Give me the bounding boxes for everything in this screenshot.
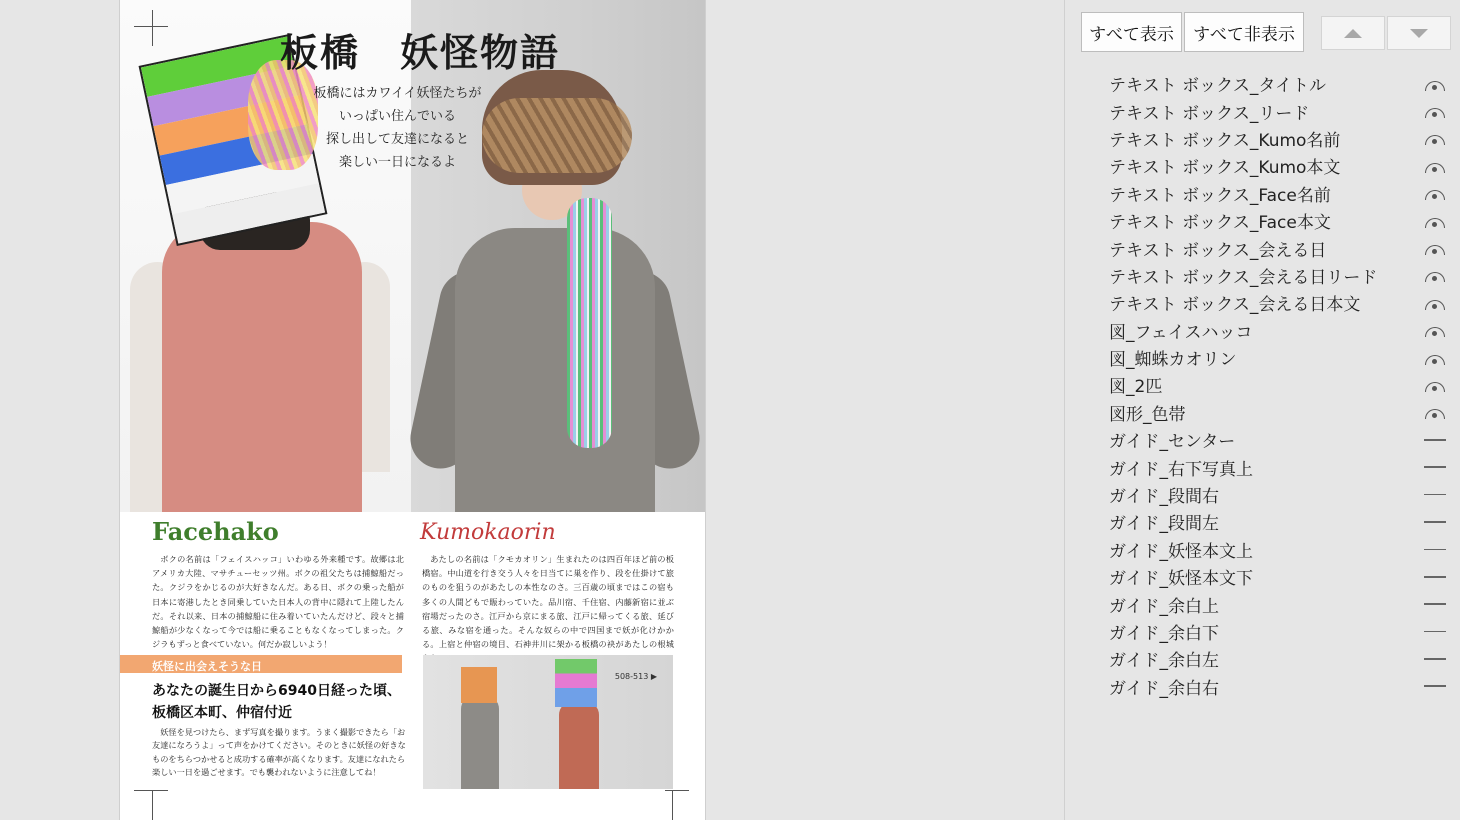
eye-icon <box>1425 327 1445 337</box>
object-list <box>1065 70 1460 700</box>
object-label: ガイド_妖怪本文下 <box>1109 569 1253 590</box>
visibility-dash-icon[interactable] <box>1423 460 1447 474</box>
dash-icon <box>1424 685 1446 687</box>
object-label: テキスト ボックス_会える日 <box>1109 240 1327 261</box>
dash-icon <box>1424 521 1446 523</box>
object-label: テキスト ボックス_会える日リード <box>1109 267 1378 288</box>
dash-icon <box>1424 603 1446 605</box>
visibility-dash-icon[interactable] <box>1423 625 1447 639</box>
eye-icon <box>1425 409 1445 419</box>
object-list-item[interactable] <box>1065 344 1460 371</box>
bring-forward-button[interactable] <box>1321 16 1385 50</box>
eye-icon <box>1425 382 1445 392</box>
document-page <box>120 0 705 820</box>
meet-lead[interactable]: あなたの誕生日から6940日経った頃、板橋区本町、仲宿付近 <box>152 683 401 721</box>
visibility-eye-icon[interactable] <box>1423 351 1447 365</box>
eye-icon <box>1425 300 1445 310</box>
show-all-button[interactable]: すべて表示 <box>1081 12 1182 52</box>
photo-two-yokai[interactable] <box>423 655 673 789</box>
yarn-fringe <box>567 198 612 448</box>
object-label: テキスト ボックス_タイトル <box>1109 76 1327 97</box>
crop-mark <box>665 790 689 791</box>
lead-line: 楽しい一日になるよ <box>338 155 456 170</box>
facehako-body[interactable]: ボクの名前は「フェイスハッコ」いわゆる外来種です。故郷は北アメリカ大陸、マサチューセッツ州。ボクの祖父たちは捕鯨船だった。クジラをかじるのが大好きなんだ。ある日、ボクの乗った船が日本に寄港したとき同乗していた日本人の背中に隠れて上陸したんだ。それ以来、日本の捕鯨船に住み着いていたんだけど、段々と捕鯨船が少なくなって今では船に乗ることもなくなってしまった。クジラもずっと食べていない。何だか寂しいよう！ <box>152 554 404 650</box>
object-list-item[interactable] <box>1065 426 1460 453</box>
object-label: ガイド_段間左 <box>1109 514 1219 535</box>
object-label: ガイド_余白上 <box>1109 596 1219 617</box>
object-label: テキスト ボックス_Kumo本文 <box>1109 158 1341 179</box>
eye-icon <box>1425 218 1445 228</box>
object-label: ガイド_右下写真上 <box>1109 459 1253 480</box>
meet-body[interactable]: 妖怪を見つけたら、まず写真を撮ります。うまく撮影できたら「お友達になろうよ」って声をかけてください。そのときに妖怪の好きなものをちらつかせると成功する確率が高くなります。友達になれたら楽しい一日を過ごせます。でも襲われないように注意してね！ <box>152 727 406 778</box>
object-label: 図_2匹 <box>1109 377 1163 398</box>
doc-title[interactable]: 板橋 妖怪物語 <box>280 30 561 75</box>
object-label: テキスト ボックス_Kumo名前 <box>1109 130 1341 151</box>
dash-icon <box>1424 658 1446 660</box>
object-list-item[interactable] <box>1065 673 1460 700</box>
dash-icon <box>1424 494 1446 496</box>
object-list-item[interactable] <box>1065 180 1460 207</box>
crop-mark <box>134 790 168 791</box>
visibility-eye-icon[interactable] <box>1423 323 1447 337</box>
lead-line: 板橋にはカワイイ妖怪たちが <box>313 86 482 101</box>
visibility-dash-icon[interactable] <box>1423 488 1447 502</box>
object-list-item[interactable] <box>1065 618 1460 645</box>
visibility-dash-icon[interactable] <box>1423 652 1447 666</box>
dash-icon <box>1424 439 1446 441</box>
visibility-eye-icon[interactable] <box>1423 296 1447 310</box>
object-label: ガイド_センター <box>1109 432 1236 453</box>
object-label: ガイド_段間右 <box>1109 487 1219 508</box>
photo-caption: 508-513 ▶ <box>614 672 657 681</box>
visibility-dash-icon[interactable] <box>1423 679 1447 693</box>
visibility-eye-icon[interactable] <box>1423 77 1447 91</box>
visibility-eye-icon[interactable] <box>1423 405 1447 419</box>
eye-icon <box>1425 190 1445 200</box>
figure-body <box>162 222 362 512</box>
visibility-dash-icon[interactable] <box>1423 433 1447 447</box>
dash-icon <box>1424 631 1446 633</box>
visibility-dash-icon[interactable] <box>1423 542 1447 556</box>
figure-body <box>461 695 499 789</box>
visibility-eye-icon[interactable] <box>1423 241 1447 255</box>
object-list-item[interactable] <box>1065 508 1460 535</box>
object-label: テキスト ボックス_リード <box>1109 103 1310 124</box>
object-list-item[interactable] <box>1065 371 1460 398</box>
visibility-eye-icon[interactable] <box>1423 104 1447 118</box>
color-band[interactable] <box>120 655 402 673</box>
object-list-item[interactable] <box>1065 536 1460 563</box>
object-label: テキスト ボックス_会える日本文 <box>1109 295 1361 316</box>
dash-icon <box>1424 576 1446 578</box>
visibility-eye-icon[interactable] <box>1423 159 1447 173</box>
object-list-item[interactable] <box>1065 399 1460 426</box>
send-backward-button[interactable] <box>1387 16 1451 50</box>
object-label: ガイド_妖怪本文上 <box>1109 541 1253 562</box>
facehako-name[interactable]: Facehako <box>152 517 279 546</box>
object-label: 図形_色帯 <box>1109 404 1186 425</box>
object-list-item[interactable] <box>1065 125 1460 152</box>
kumokaorin-name[interactable]: Kumokaorin <box>420 520 556 545</box>
object-label: テキスト ボックス_Face本文 <box>1109 213 1331 234</box>
down-arrow-icon <box>1410 29 1428 38</box>
object-list-item[interactable] <box>1065 481 1460 508</box>
object-label: テキスト ボックス_Face名前 <box>1109 185 1331 206</box>
visibility-eye-icon[interactable] <box>1423 186 1447 200</box>
visibility-dash-icon[interactable] <box>1423 597 1447 611</box>
figure-body <box>455 228 655 512</box>
object-label: 図_蜘蛛カオリン <box>1109 350 1237 371</box>
object-list-item[interactable] <box>1065 590 1460 617</box>
object-list-item[interactable] <box>1065 289 1460 316</box>
eye-icon <box>1425 108 1445 118</box>
visibility-eye-icon[interactable] <box>1423 131 1447 145</box>
object-list-item[interactable] <box>1065 453 1460 480</box>
eye-icon <box>1425 355 1445 365</box>
object-list-item[interactable] <box>1065 645 1460 672</box>
object-list-item[interactable] <box>1065 563 1460 590</box>
object-label: ガイド_余白下 <box>1109 624 1219 644</box>
dash-icon <box>1424 549 1446 551</box>
kumokaorin-body[interactable]: あたしの名前は「クモカオリン」生まれたのは四百年ほど前の板橋宿。中山道を行き交う人々を日当てに巣を作り、段を仕掛けて旅のものを狙うのがあたしの本性なのさ。三百歳の頃まではこの宿も多くの人間どもで賑わっていた。品川宿、千住宿、内藤新宿に並ぶ宿場だったのさ。江戸から京にまる旅、江戸に帰ってくる旅、延びる旅、みな宿を通った。そんな奴らの中で四国まで妖が化けかかる。上宿と仲宿の境目、石神井川に架かる板橋の袂があたしの根城 <box>422 554 674 650</box>
figure-body <box>559 701 599 789</box>
lead-line: 探し出して友達になると <box>325 132 469 147</box>
lead-line: いっぱい住んでいる <box>338 109 456 124</box>
eye-icon <box>1425 163 1445 173</box>
crop-mark <box>152 10 153 46</box>
up-arrow-icon <box>1344 29 1362 38</box>
visibility-eye-icon[interactable] <box>1423 268 1447 282</box>
object-list-item[interactable] <box>1065 207 1460 234</box>
eye-icon <box>1425 245 1445 255</box>
eye-icon <box>1425 81 1445 91</box>
box-mask <box>555 659 597 707</box>
crop-mark <box>152 790 153 820</box>
object-label: ガイド_余白左 <box>1109 651 1219 672</box>
crop-mark <box>672 790 673 820</box>
band-label: 妖怪に出会えそうな日 <box>152 660 262 673</box>
object-list-item[interactable] <box>1065 317 1460 344</box>
object-list-item[interactable] <box>1065 70 1460 97</box>
object-list-item[interactable] <box>1065 152 1460 179</box>
selection-pane <box>1064 0 1460 820</box>
object-list-item[interactable] <box>1065 262 1460 289</box>
object-list-item[interactable] <box>1065 234 1460 261</box>
visibility-eye-icon[interactable] <box>1423 214 1447 228</box>
crop-mark <box>134 26 168 27</box>
crab-mask <box>482 98 632 173</box>
box-mask <box>461 667 497 703</box>
eye-icon <box>1425 272 1445 282</box>
eye-icon <box>1425 135 1445 145</box>
visibility-eye-icon[interactable] <box>1423 378 1447 392</box>
visibility-dash-icon[interactable] <box>1423 515 1447 529</box>
object-label: ガイド_余白右 <box>1109 678 1219 699</box>
dash-icon <box>1424 466 1446 468</box>
hide-all-button[interactable]: すべて非表示 <box>1184 12 1304 52</box>
object-list-item[interactable] <box>1065 97 1460 124</box>
visibility-dash-icon[interactable] <box>1423 570 1447 584</box>
doc-lead[interactable] <box>305 82 490 174</box>
object-label: 図_フェイスハッコ <box>1109 322 1253 343</box>
